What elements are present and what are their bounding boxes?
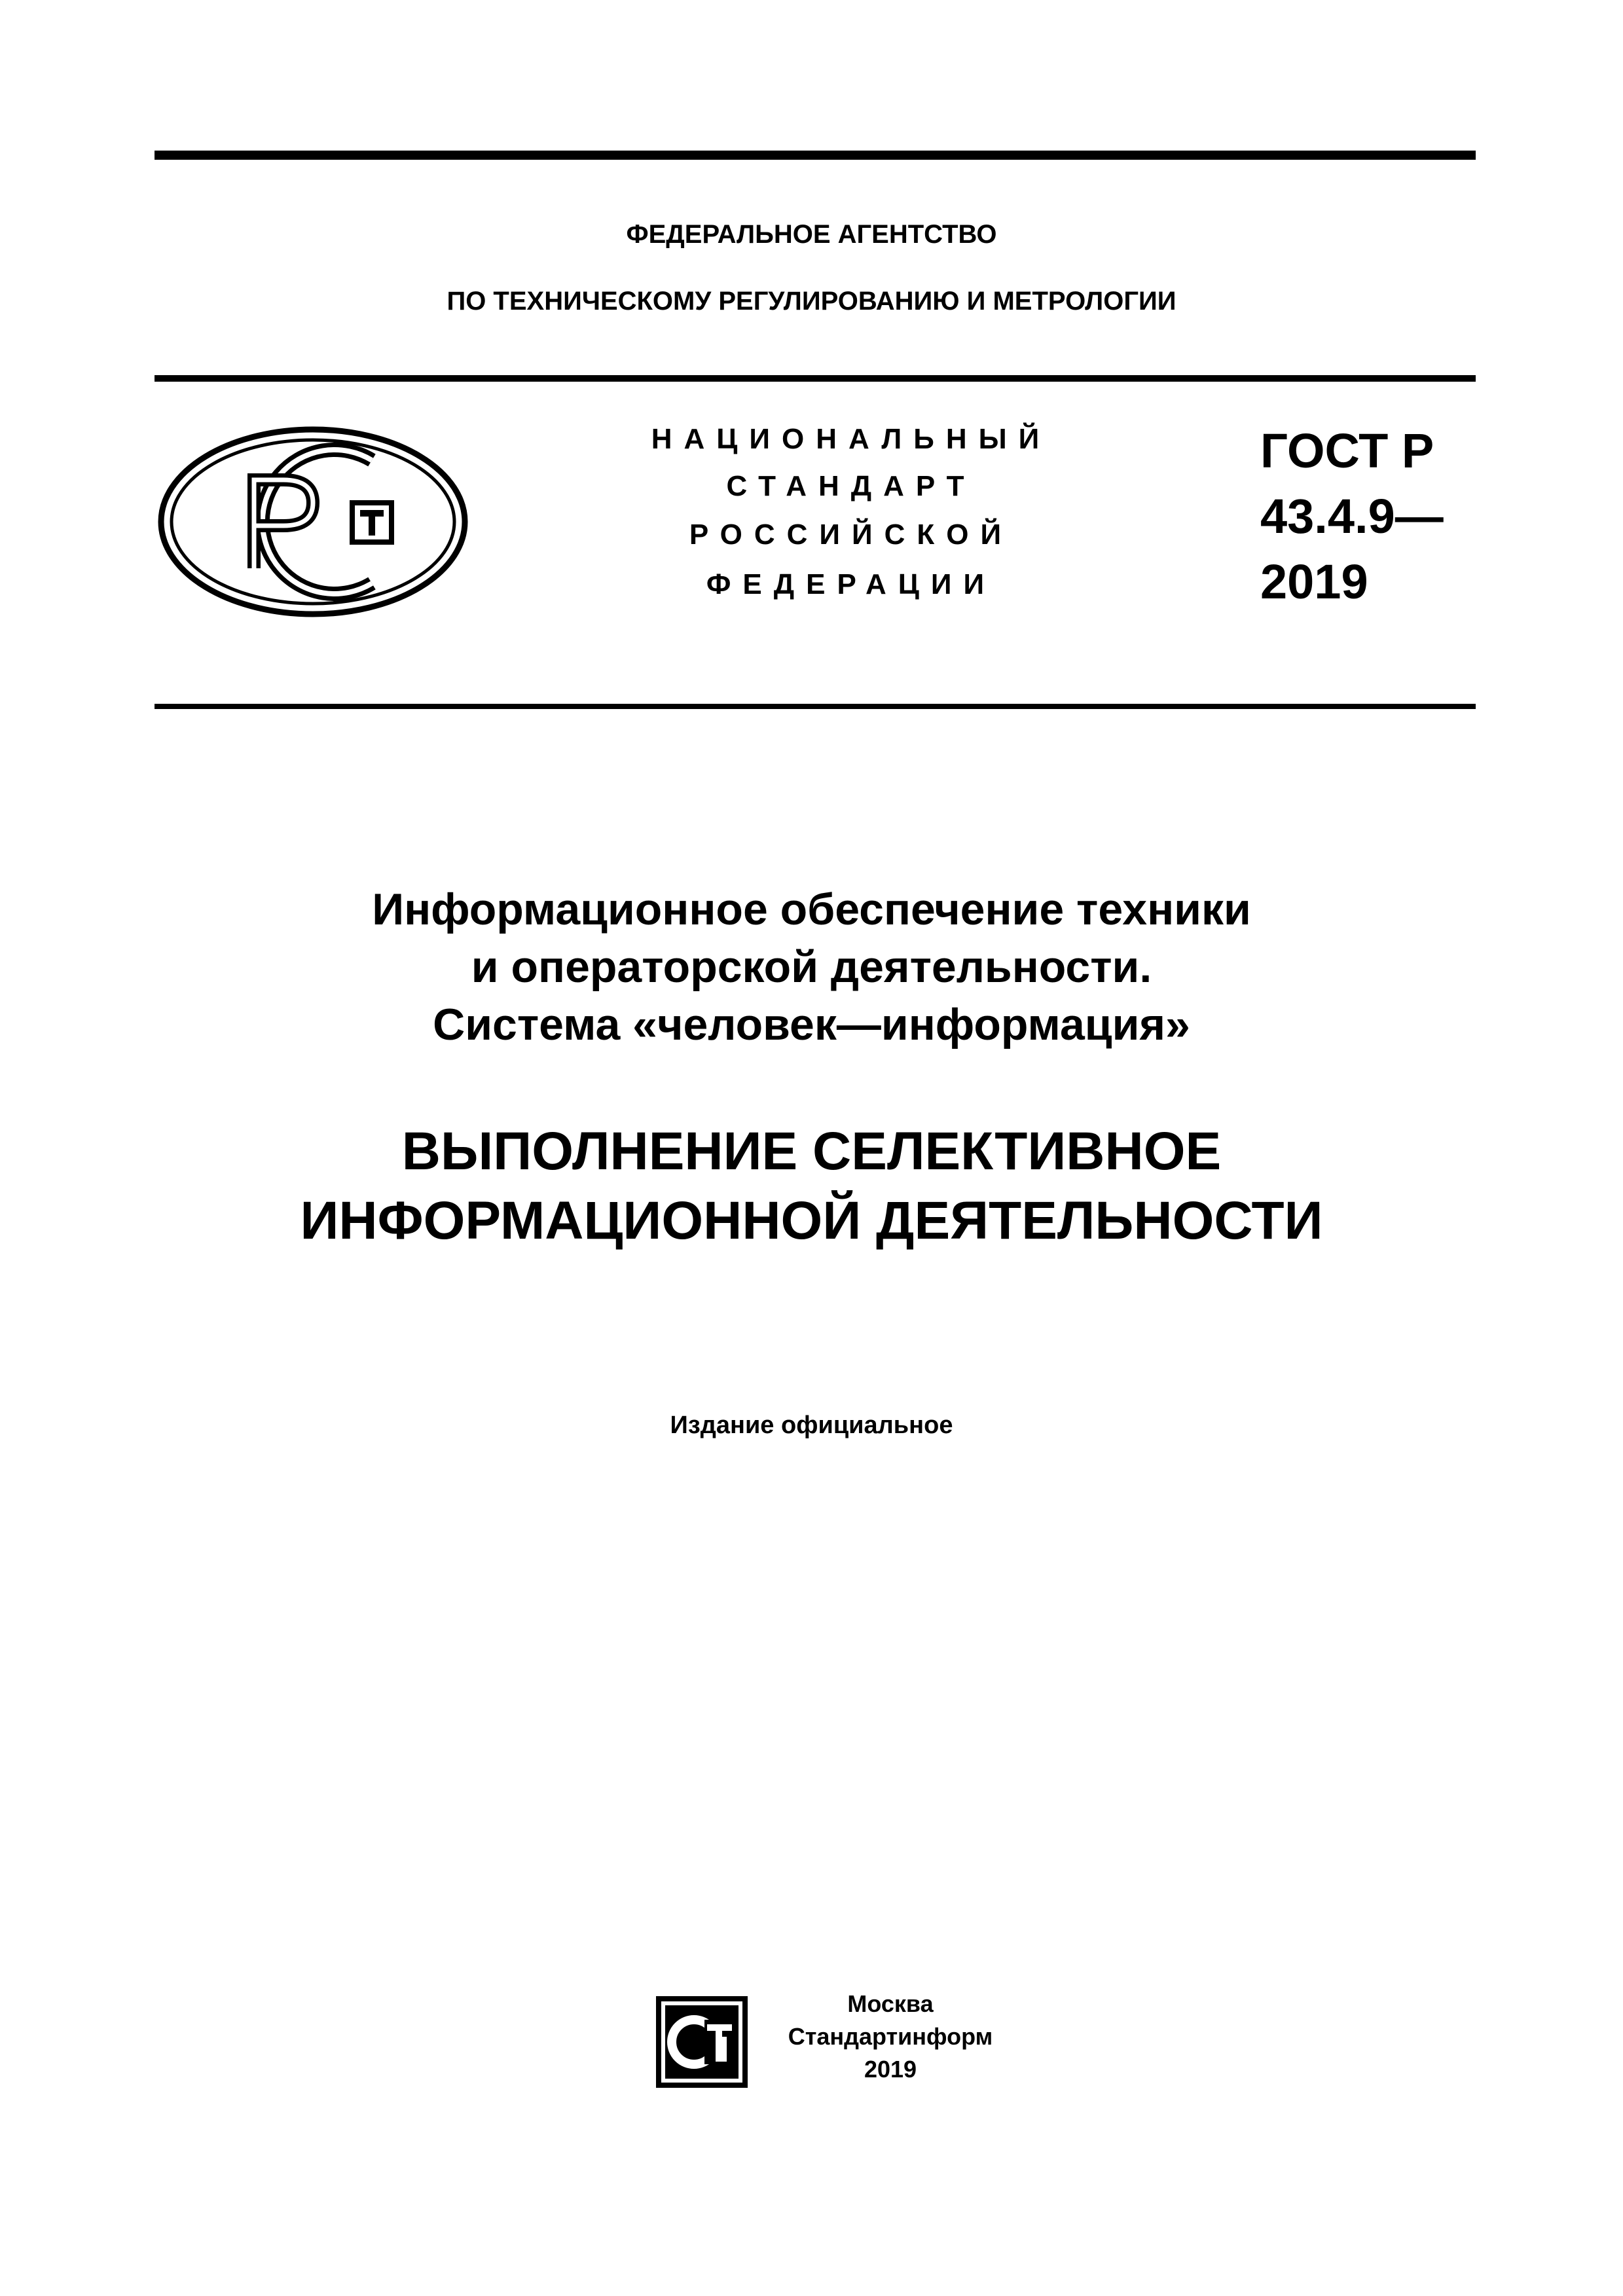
edition-label: Издание официальное (670, 1412, 953, 1439)
standartinform-logo (653, 1994, 750, 2090)
imprint-year: 2019 (864, 2056, 917, 2083)
title-line-2: и операторской деятельности. (471, 942, 1152, 992)
designation-line-1: ГОСТ Р (1260, 424, 1434, 478)
agency-name-line-1: ФЕДЕРАЛЬНОЕ АГЕНТСТВО (626, 220, 997, 249)
national-standard-line-4: ФЕДЕРАЦИИ (706, 568, 996, 600)
gost-r-logo (156, 424, 470, 619)
agency-name-line-2: ПО ТЕХНИЧЕСКОМУ РЕГУЛИРОВАНИЮ И МЕТРОЛОГИИ (447, 287, 1176, 316)
designation-line-3: 2019 (1260, 555, 1368, 609)
national-standard-line-1: НАЦИОНАЛЬНЫЙ (651, 423, 1051, 455)
subtitle-line-1: ВЫПОЛНЕНИЕ СЕЛЕКТИВНОЕ (401, 1121, 1222, 1181)
title-line-3: Система «человек—информация» (433, 1000, 1190, 1049)
header-rule (155, 375, 1476, 382)
imprint-publisher: Стандартинформ (788, 2023, 993, 2050)
imprint-city: Москва (847, 1990, 934, 2017)
title-line-1: Информационное обеспечение техники (372, 884, 1251, 934)
mid-rule (155, 704, 1476, 709)
top-rule (155, 151, 1476, 160)
subtitle-line-2: ИНФОРМАЦИОННОЙ ДЕЯТЕЛЬНОСТИ (300, 1191, 1323, 1250)
national-standard-line-3: РОССИЙСКОЙ (689, 519, 1013, 551)
designation-line-2: 43.4.9— (1260, 489, 1444, 543)
national-standard-line-2: СТАНДАРТ (726, 470, 976, 502)
